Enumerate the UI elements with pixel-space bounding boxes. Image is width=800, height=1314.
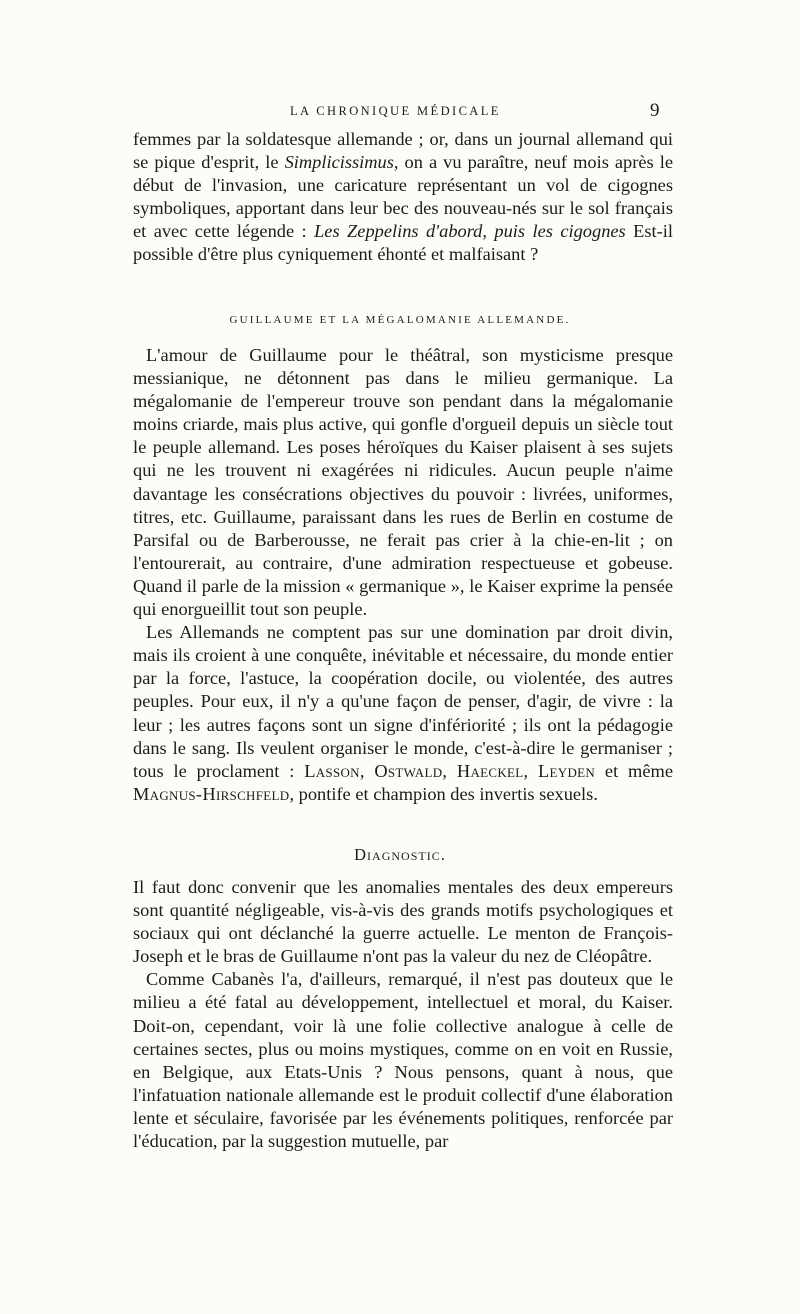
author-name: Ostwald (374, 760, 443, 781)
author-name: Leyden (537, 760, 596, 781)
paragraph-anomalies: Il faut donc convenir que les anomalies mentales des deux empereurs sont quantité négligeable, vis-à-vis des grands motifs psychologiques et sociaux qui ont déclanché la guerre actuelle. Le menton de François-Joseph et le bras de Guillaume n'ont pas la valeur du nez de Cléopâtre. (133, 877, 673, 967)
paragraph-text: et même (595, 760, 673, 781)
caricature-caption: Les Zeppelins d'abord, puis les cigognes (314, 221, 626, 242)
author-name: Magnus-Hirschfeld (133, 783, 290, 804)
name-separator: , (359, 760, 375, 781)
paragraph-domination (133, 621, 673, 806)
name-separator: , (442, 760, 457, 781)
running-header: LA CHRONIQUE MÉDICALE (290, 104, 501, 118)
section-heading-megalomanie: GUILLAUME ET LA MÉGALOMANIE ALLEMANDE. (229, 314, 571, 326)
diagnostic-section (133, 876, 673, 1153)
paragraph-cigognes (133, 128, 673, 267)
paragraph-text: , pontife et champion des invertis sexuels. (289, 783, 598, 804)
author-name: Haeckel (456, 760, 524, 781)
name-separator: , (523, 760, 538, 781)
megalomanie-section (133, 344, 673, 806)
paragraph-text: Les Allemands ne comptent pas sur une domination par droit divin, mais ils croient à une conquête, inévitable et nécessaire, du monde entier par la force, l'astuce, la coopération docile, ou violentée, des autres peuples. Pour eux, il n'y a qu'une façon de penser, d'agir, de vivre : la leur ; les autres façons sont un signe d'infériorité ; ils ont la pédagogie dans le sang. Ils veulent organiser le monde, c'est-à-dire le germaniser ; tous le proclament : (133, 622, 673, 781)
paragraph-text: femmes par la soldatesque allemande ; or, dans un journal allemand qui se pique d'esprit, le (133, 129, 673, 173)
author-name: Lasson (304, 760, 360, 781)
paragraph-text: on a vu paraître, neuf mois après le début de l'invasion, une caricature représentant un vol de cigognes symboliques, apportant dans leur bec des nouveau-nés sur le sol français et avec cette légende : (133, 152, 673, 242)
section-heading-diagnostic: Diagnostic. (354, 845, 446, 864)
paragraph-theatral: L'amour de Guillaume pour le théâtral, son mysticisme presque messianique, ne détonnent pas dans le milieu germanique. La mégalomanie de l'empereur trouve son pendant dans la mégalomanie moins criarde, mais plus active, qui gonfle d'orgueil depuis un siècle tout le peuple allemand. Les poses héroïques du Kaiser plaisent à ses sujets qui ne les trouvent ni exagérées ni ridicules. Aucun peuple n'aime davantage les consécrations objectives du pouvoir : livrées, uniformes, titres, etc. Guillaume, paraissant dans les rues de Berlin en costume de Parsifal ou de Barberousse, ne ferait pas crier à la chie-en-lit ; on l'entourerait, au contraire, d'une admiration respectueuse et gobeuse. Quand il parle de la mission « germanique », le Kaiser exprime la pensée qui enorgueillit tout son peuple. (133, 345, 673, 620)
opening-paragraph-block (133, 128, 673, 267)
page-number: 9 (650, 100, 660, 121)
journal-title: Simplicissimus, (284, 152, 399, 173)
paragraph-text: Est-il possible d'être plus cyniquement éhonté et malfaisant ? (133, 221, 673, 265)
paragraph-cabanes: Comme Cabanès l'a, d'ailleurs, remarqué, il n'est pas douteux que le milieu a été fatal au développement, intellectuel et moral, du Kaiser. Doit-on, cependant, voir là une folie collective analogue à celle de certaines sectes, plus ou moins mystiques, comme on en voit en Russie, en Belgique, aux Etats-Unis ? Nous pensons, quant à nous, que l'infatuation nationale allemande est le produit collectif d'une élaboration lente et séculaire, favorisée par les événements politiques, renforcée par l'éducation, par la suggestion mutuelle, par (133, 969, 673, 1152)
